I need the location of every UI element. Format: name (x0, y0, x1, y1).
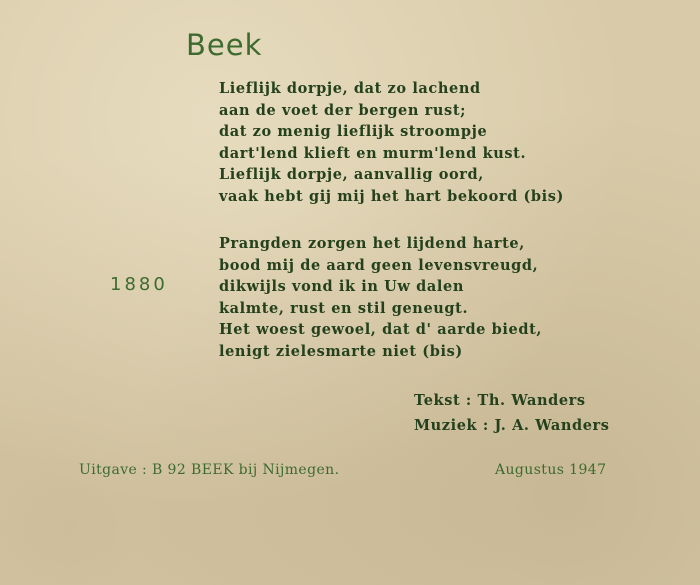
song-title: Beek (186, 28, 263, 62)
verse-line: Lieflijk dorpje, dat zo lachend (219, 80, 481, 97)
verse-line: bood mij de aard geen levensvreugd, (219, 256, 539, 274)
lyricist-credit: Tekst : Th. Wanders (414, 392, 586, 409)
verse-line: Lieflijk dorpje, aanvallig oord, (219, 166, 484, 184)
publisher-note: Uitgave : B 92 BEEK bij Nijmegen. (79, 462, 340, 478)
verse-line: aan de voet der bergen rust; (219, 101, 467, 119)
verse-line: dat zo menig lieflijk stroompje (219, 123, 488, 141)
publication-date: Augustus 1947 (495, 462, 607, 478)
verse-line: lenigt zielesmarte niet (bis) (219, 342, 463, 360)
composer-credit: Muziek : J. A. Wanders (414, 417, 610, 434)
verse-line: dart'lend klieft en murm'lend kust. (219, 144, 527, 162)
verse-line: kalmte, rust en stil geneugt. (219, 299, 469, 317)
verse-line: dikwijls vond ik in Uw dalen (219, 278, 464, 296)
stanza-2 (219, 233, 542, 363)
stanza-1 (219, 78, 564, 208)
verse-line: Prangden zorgen het lijdend harte, (219, 235, 525, 252)
verse-line: vaak hebt gij mij het hart bekoord (bis) (219, 187, 564, 205)
year-label: 1880 (110, 274, 168, 295)
credits (414, 388, 610, 438)
verse-line: Het woest gewoel, dat d' aarde biedt, (219, 321, 543, 339)
